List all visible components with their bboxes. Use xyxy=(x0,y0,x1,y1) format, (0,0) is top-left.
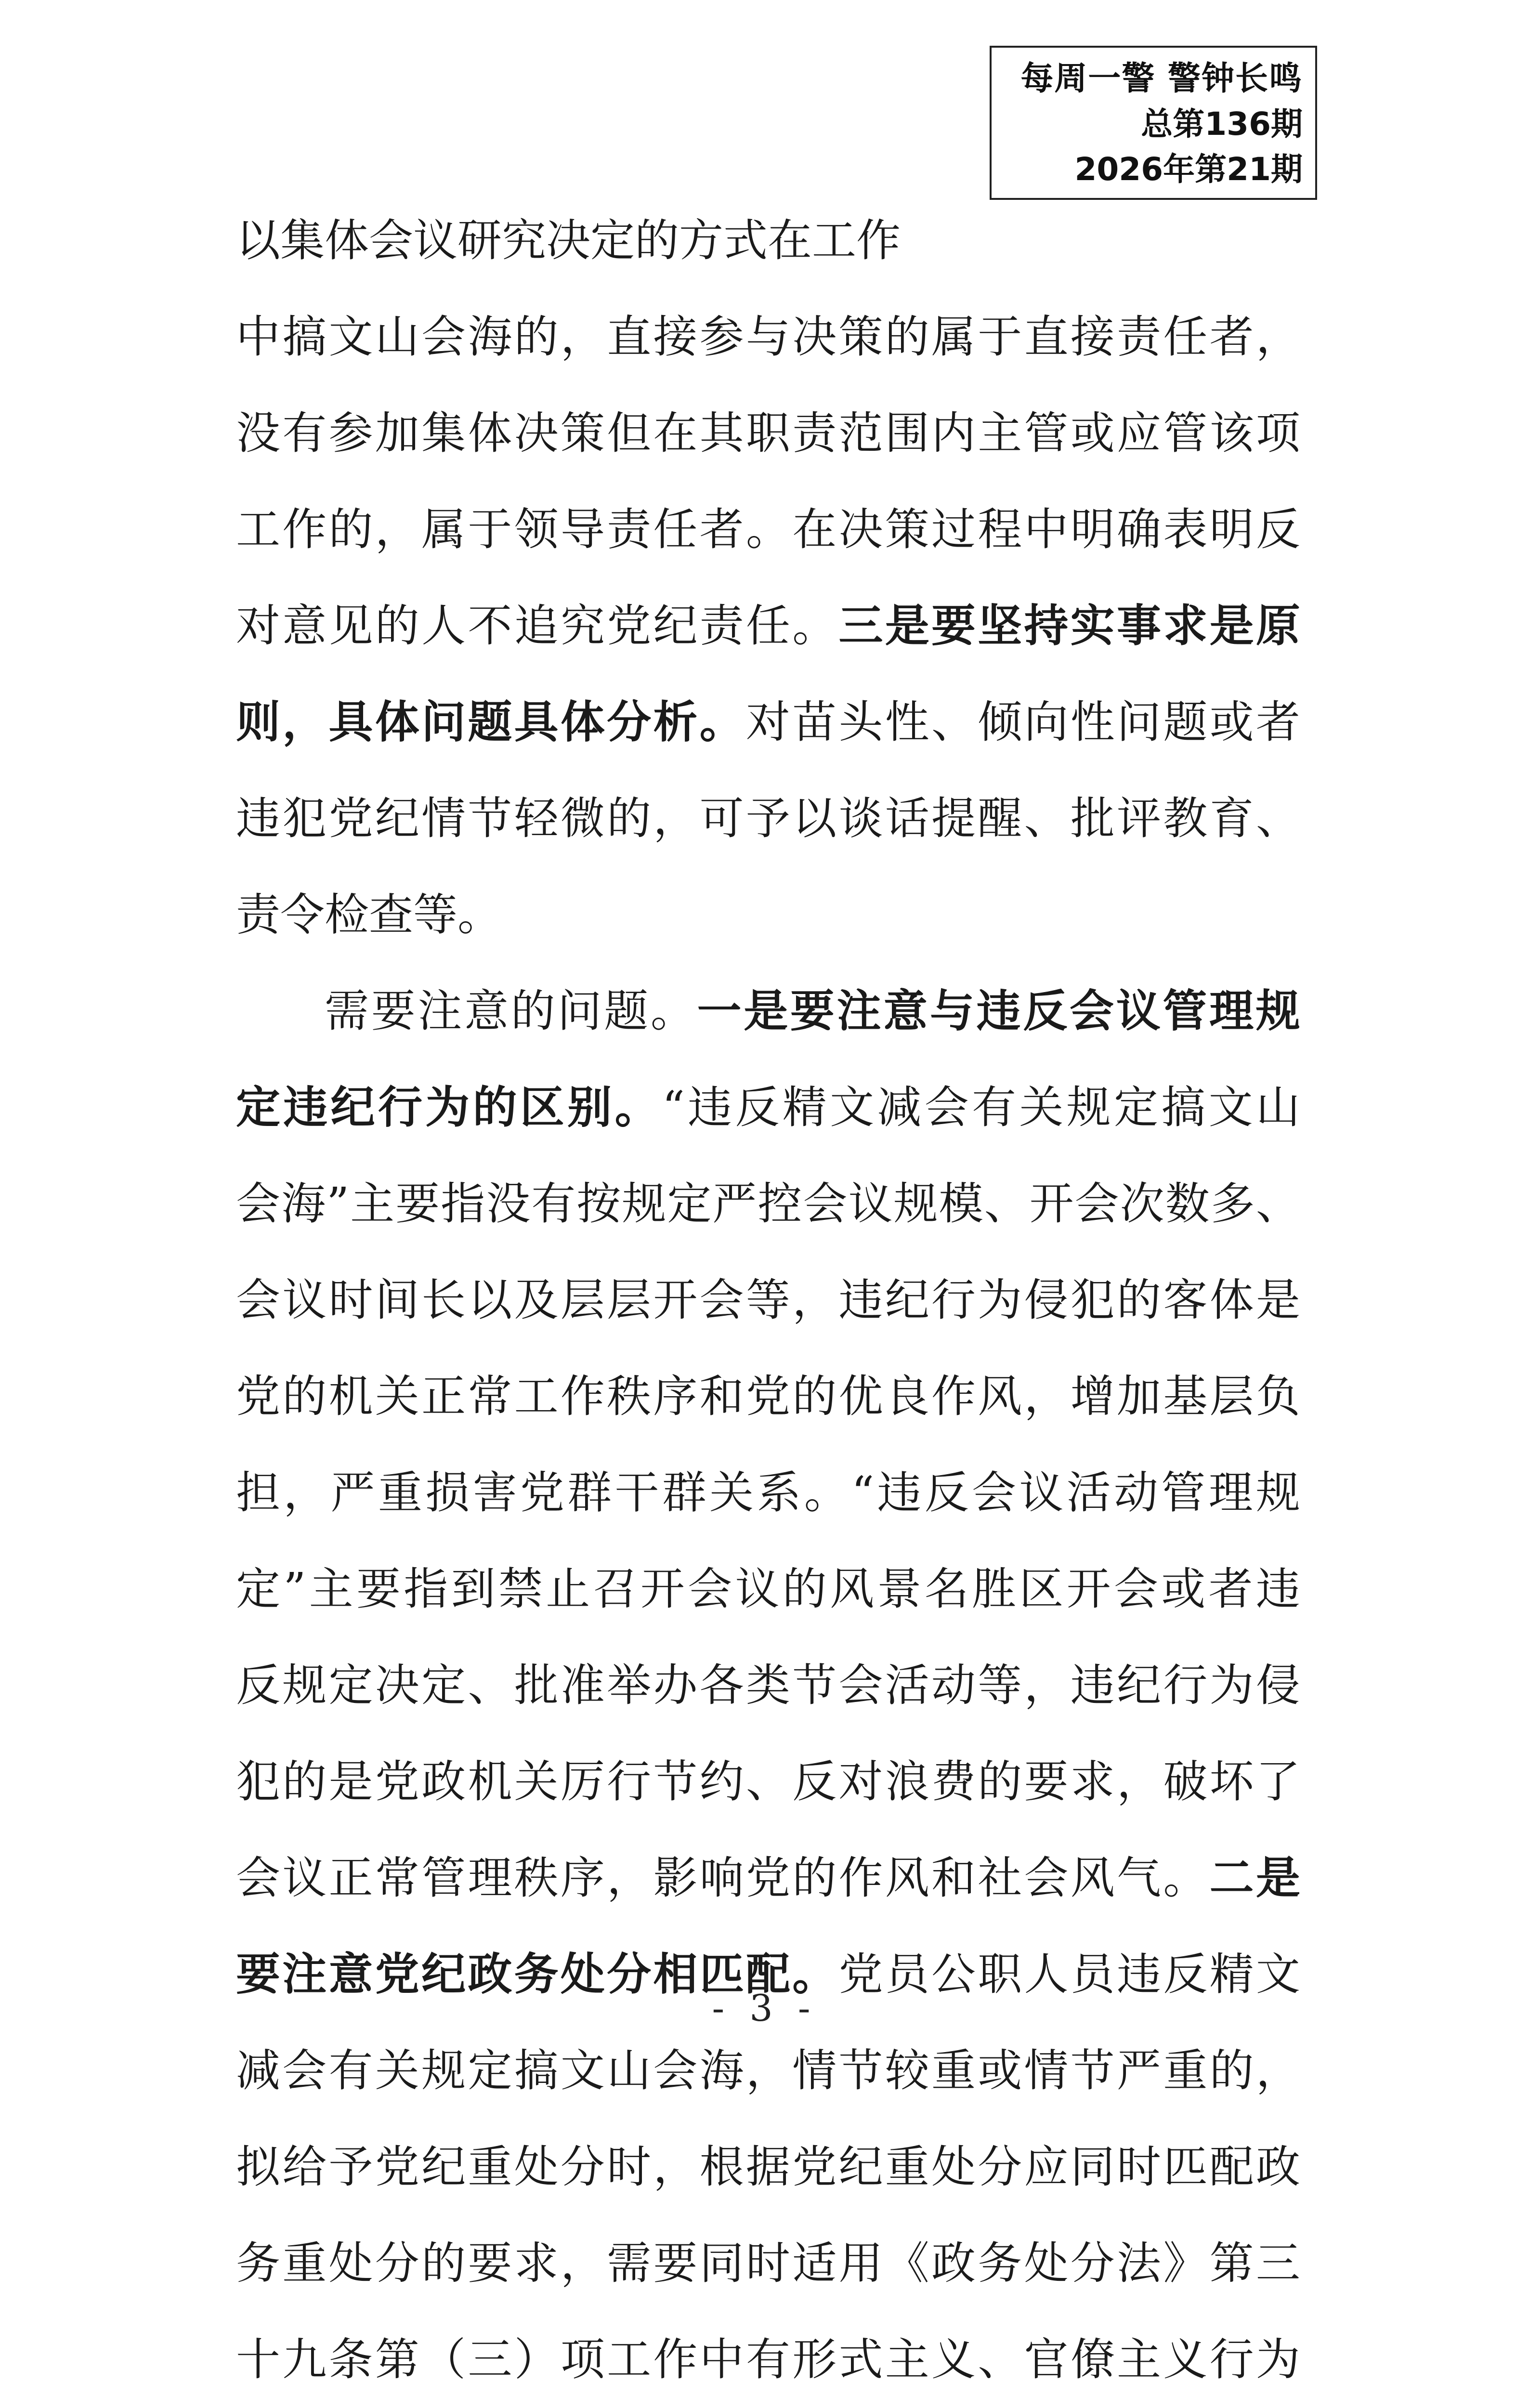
text-line: 中 搞 文 山 会 海 的 ， 直 接 参 与 决 策 的 属 于 直 接 责 任 者 ， xyxy=(236,311,1300,363)
text-line: 责 令 检 查 等 。 xyxy=(236,889,502,941)
text-line: 减 会 有 关 规 定 搞 文 山 会 海 ， 情 节 较 重 或 情 节 严 重 的 ， xyxy=(236,2045,1300,2096)
text-line: 则 ， 具 体 问 题 具 体 分 析 。 对 苗 头 性 、 倾 向 性 问 题 或 者 xyxy=(236,696,1300,748)
text-line: 党 的 机 关 正 常 工 作 秩 序 和 党 的 优 良 作 风 ， 增 加 基 层 负 xyxy=(236,1371,1300,1422)
header-total-issue: 总第136期 xyxy=(1141,105,1303,143)
header-slogan: 每周一警 警钟长鸣 xyxy=(1020,60,1303,98)
text-line: 反 规 定 决 定 、 批 准 举 办 各 类 节 会 活 动 等 ， 违 纪 行 为 侵 xyxy=(236,1660,1300,1711)
text-line: 定 ” 主 要 指 到 禁 止 召 开 会 议 的 风 景 名 胜 区 开 会 或 者 违 xyxy=(236,1563,1300,1615)
text-line: 犯 的 是 党 政 机 关 厉 行 节 约 、 反 对 浪 费 的 要 求 ， 破 坏 了 xyxy=(236,1756,1300,1807)
header-year-issue: 2026年第21期 xyxy=(1074,151,1303,188)
issue-header-box xyxy=(990,46,1317,200)
text-line: 违 犯 党 纪 情 节 轻 微 的 ， 可 予 以 谈 话 提 醒 、 批 评 教 育 、 xyxy=(236,793,1300,844)
body-text xyxy=(236,193,1300,2408)
text-line: 会 海 ” 主 要 指 没 有 按 规 定 严 控 会 议 规 模 、 开 会 次 数 多 、 xyxy=(236,1178,1300,1230)
text-line: 要 注 意 党 纪 政 务 处 分 相 匹 配 。 党 员 公 职 人 员 违 反 精 文 xyxy=(236,1949,1300,2000)
text-line: 担 ， 严 重 损 害 党 群 干 群 关 系 。 “ 违 反 会 议 活 动 管 理 规 xyxy=(236,1467,1300,1518)
text-line: 工 作 的 ， 属 于 领 导 责 任 者 。 在 决 策 过 程 中 明 确 表 明 反 xyxy=(236,504,1300,555)
text-line: 定 违 纪 行 为 的 区 别 。 “ 违 反 精 文 减 会 有 关 规 定 搞 文 山 xyxy=(236,1082,1300,1133)
text-line: 需 要 注 意 的 问 题 。 一 是 要 注 意 与 违 反 会 议 管 理 规 xyxy=(325,985,1300,1037)
text-line: 没 有 参 加 集 体 决 策 但 在 其 职 责 范 围 内 主 管 或 应 管 该 项 xyxy=(236,407,1300,459)
text-line: 拟 给 予 党 纪 重 处 分 时 ， 根 据 党 纪 重 处 分 应 同 时 匹 配 政 xyxy=(236,2141,1300,2193)
text-line: 会 议 正 常 管 理 秩 序 ， 影 响 党 的 作 风 和 社 会 风 气 。 二 是 xyxy=(236,1852,1300,1904)
page-number: - 3 - xyxy=(712,1987,817,2029)
text-line: 会 议 时 间 长 以 及 层 层 开 会 等 ， 违 纪 行 为 侵 犯 的 客 体 是 xyxy=(236,1274,1300,1326)
text-line: 务 重 处 分 的 要 求 ， 需 要 同 时 适 用 《 政 务 处 分 法 》 第 三 xyxy=(236,2238,1300,2289)
text-line: 对 意 见 的 人 不 追 究 党 纪 责 任 。 三 是 要 坚 持 实 事 求 是 原 xyxy=(236,600,1300,652)
text-line: 以 集 体 会 议 研 究 决 定 的 方 式 在 工 作 xyxy=(236,215,901,266)
text-line: 十 九 条 第 （ 三 ） 项 工 作 中 有 形 式 主 义 、 官 僚 主 义 行 为 xyxy=(236,2334,1300,2385)
